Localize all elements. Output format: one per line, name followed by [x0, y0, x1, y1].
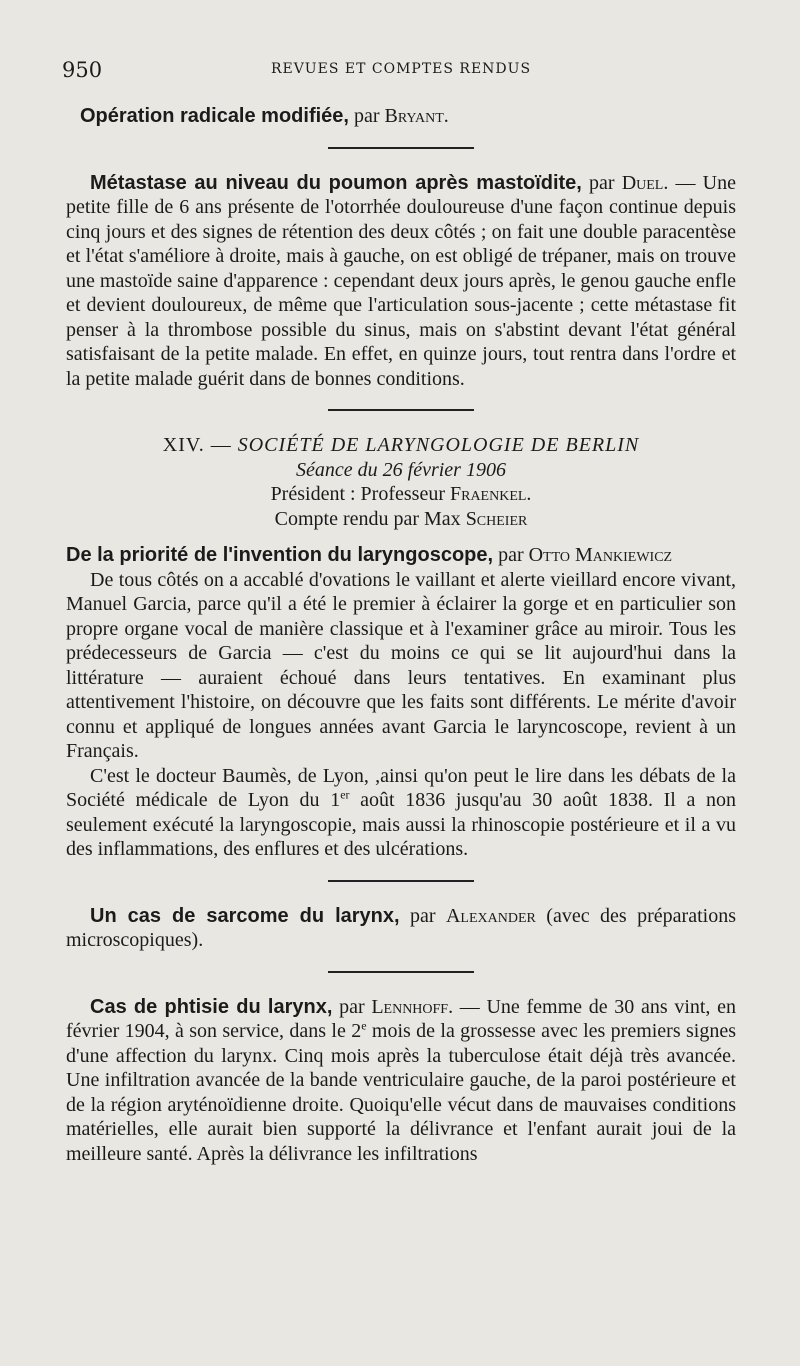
separator-rule [328, 147, 474, 149]
article-title: Opération radicale modifiée, [80, 105, 349, 127]
article-text: — Une petite fille de 6 ans présente de l'otorrhée douloureuse d'une façon continue depuis cinq jours et des signes de rétention des deux côtés ; on fait une double paracentèse et l'état s'améliore à droite, mais à gauche, on est obligé de trépaner, mais on trouve une mastoïde saine d'apparence : cependant deux jours après, le genou gauche enfle et devient douloureux, de même que l'articulation sous-jacente ; cette métastase fit penser à la thrombose possible du sinus, mais on s'abstint devant l'état général satisfaisant de la petite malade. En effet, en quinze jours, tout rentra dans l'ordre et la petite malade guérit dans de bonnes conditions. [66, 171, 736, 390]
article-title: Un cas de sarcome du larynx, [90, 904, 400, 927]
article-author: Otto Mankiewicz [528, 544, 673, 566]
article-title: De la priorité de l'invention du laryngoscope, [66, 544, 494, 566]
separator-rule [328, 409, 474, 411]
page-header [62, 58, 740, 88]
article-paragraph: C'est le docteur Baumès, de Lyon, ,ainsi qu'on peut le lire dans les débats de la Société médicale de Lyon du 1er août 1836 jusqu'au 30 août 1838. Il a non seulement exécuté la laryngoscopie, mais aussi la rhinoscopie postérieure et il a vu des inflammations, des enflures et des ulcérations. [66, 764, 736, 860]
article-author: Bryant. [384, 105, 449, 127]
article-alexander: Un cas de sarcome du larynx, par Alexander (avec des préparations microscopiques). [66, 904, 736, 951]
page-number: 950 [62, 58, 103, 82]
running-title: REVUES ET COMPTES RENDUS [270, 61, 532, 77]
article-author: Duel. [621, 171, 669, 194]
article-author: Lennhoff. [371, 995, 454, 1018]
article-title: Cas de phtisie du larynx, [90, 995, 333, 1018]
section-title [66, 433, 736, 458]
section-number: XIV. — [162, 434, 238, 456]
article-lennhoff: Cas de phtisie du larynx, par Lennhoff. — Une femme de 30 ans vint, en février 1904, à son service, dans le 2e mois de la grossesse avec les premiers signes d'une affection du larynx. Cinq mois après la tuberculose était déjà très avancée. Une infiltration avancée de la bande ventriculaire gauche, de la paroi postérieure et de la région aryténoïdienne droite. Quoiqu'elle vécut dans de mauvaises conditions matérielles, elle aurait bien supporté la délivrance et l'enfant aurait joui de la meilleure santé. Après la délivrance les infiltrations [66, 995, 737, 1165]
separator-rule [328, 880, 474, 882]
article-bryant: Opération radicale modifiée, par Bryant. [80, 105, 449, 127]
section-name: SOCIÉTÉ DE LARYNGOLOGIE DE BERLIN [237, 434, 640, 456]
article-mankiewicz-heading: De la priorité de l'invention du laryngoscope, par Otto Mankiewicz [66, 544, 673, 566]
article-duel: Métastase au niveau du poumon après mastoïdite, par Duel. — Une petite fille de 6 ans présente de l'otorrhée douloureuse d'une façon continue depuis cinq jours et des signes de rétention des deux côtés ; on fait une double paracentèse et l'état s'améliore à droite, mais à gauche, on est obligé de trépaner, mais on trouve une mastoïde saine d'apparence : cependant deux jours après, le genou gauche enfle et devient douloureux, de même que l'articulation sous-jacente ; cette métastase fit penser à la thrombose possible du sinus, mais on s'abstint devant l'état général satisfaisant de la petite malade. En effet, en quinze jours, tout rentra dans l'ordre et la petite malade guérit dans de bonnes conditions. [66, 171, 736, 390]
separator-rule [328, 971, 474, 973]
page-body [66, 104, 736, 1166]
article-text: (avec des préparations microscopiques). [66, 904, 736, 951]
article-paragraph: De tous côtés on a accablé d'ovations le vaillant et alerte vieillard encore vivant, Manuel Garcia, parce qu'il a été le premier à éclairer la gorge et en particulier son propre organe vocal de manière classique et à l'examiner grâce au miroir. Tous les prédecesseurs de Garcia — c'est du moins ce qui se lit aujourd'hui dans la littérature — auraient échoué dans leurs tentatives. En examinant plus attentivement l'histoire, on découvre que les faits sont différents. Le mérite d'avoir connu et appliqué de longues années avant Garcia le laryncoscope, revient à un Français. [66, 568, 736, 762]
report-line: Compte rendu par Max Scheier [274, 507, 528, 530]
article-author: Alexander [445, 904, 536, 927]
president-line: Président : Professeur Fraenkel. [270, 483, 532, 505]
article-title: Métastase au niveau du poumon après mastoïdite, [90, 171, 582, 194]
seance-date: Séance du 26 février 1906 [296, 458, 506, 481]
